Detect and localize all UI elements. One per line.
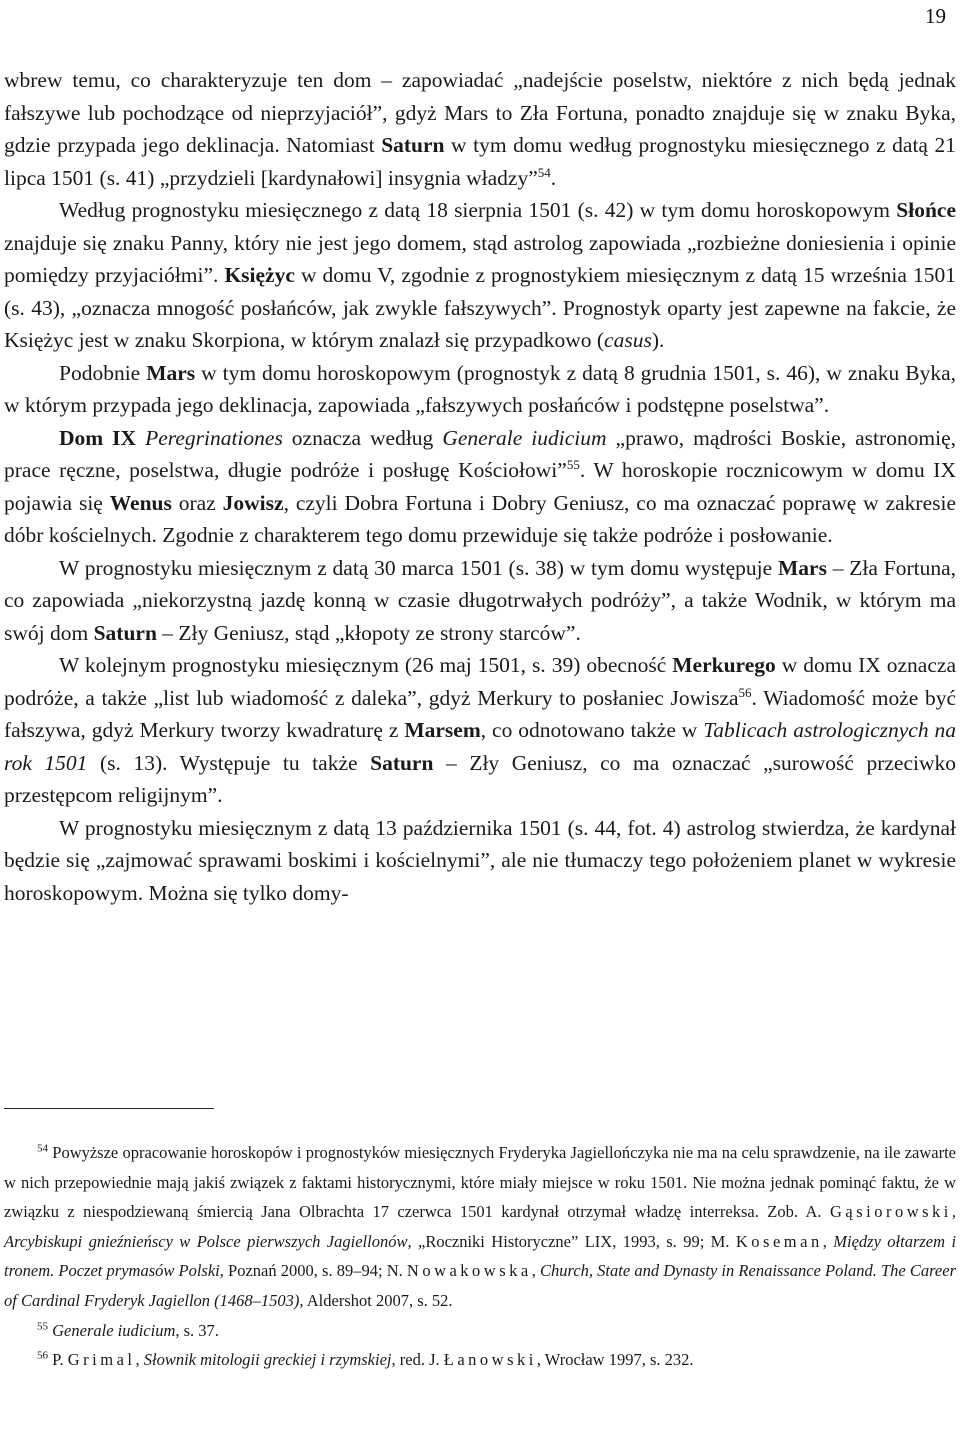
text-run: „prawo, mądrości Boskie, astronomię, prace ręczne, poselstwa, długie podróże i posługę Kościołowi” [4, 425, 956, 482]
text-run: , red. J. [391, 1350, 444, 1370]
book-title: Słownik mitologii greckiej i rzymskiej [143, 1350, 392, 1370]
paragraph [4, 649, 956, 812]
text-run: oznacza według [282, 425, 443, 450]
text-run: . Wiadomość może być fałszywa, gdyż Merkury tworzy kwadraturę z [4, 685, 957, 742]
planet-name: Saturn [381, 133, 445, 157]
text-run: (s. 13). Występuje tu także [87, 750, 371, 775]
text-run: , Poznań 2000, s. 89–94; N. [219, 1261, 407, 1281]
text-run: wbrew temu, co charakteryzuje ten dom – zapowiadać „nadejście poselstw, niektóre z nich będą jednak fałszywe lub pochodzące od nieprzyjaciół”, gdyż Mars to Zła Fortuna, ponadto znajduje się w znaku Byka, gdzie przypada jego deklinacja. Natomiast [4, 68, 956, 157]
author-name: Koseman [735, 1231, 823, 1251]
footnote-number: 56 [37, 1349, 48, 1362]
page-number: 19 [925, 4, 946, 28]
footnote-ref[interactable]: 55 [566, 456, 580, 472]
text-run: , „Roczniki Historyczne” LIX, 1993, s. 99; M. [407, 1231, 736, 1251]
text-run: , [951, 1202, 956, 1222]
planet-name: Słońce [896, 198, 956, 222]
text-run: W prognostyku miesięcznym z datą 13 października 1501 (s. 44, fot. 4) astrolog stwierdza, że kardynał będzie się „zajmować sprawami boskimi i kościelnymi”, ale nie tłumaczy tego położeniem planet w wykresie horoskopowym. Można się tylko domy- [4, 815, 956, 905]
italic-term: Tablicach astrologicznych na rok 1501 [4, 718, 956, 775]
planet-name: Mars [778, 555, 827, 580]
text-run: Według prognostyku miesięcznego z datą 18 sierpnia 1501 (s. 42) w tym domu horoskopowym [59, 198, 897, 222]
footnote-54 [4, 1138, 956, 1316]
main-text [4, 64, 956, 909]
italic-term: Generale iudicium [442, 425, 607, 450]
text-run: , czyli Dobra Fortuna i Dobry Geniusz, co ma oznaczać poprawę w zakresie dóbr kościelnych. Zgodnie z charakterem tego domu przewiduje się także podróże i posłowanie. [4, 490, 956, 547]
text-run: P. [48, 1350, 68, 1370]
paragraph [4, 812, 956, 910]
planet-name: Saturn [370, 750, 434, 775]
house-name: Dom IX [59, 425, 137, 450]
book-title: Arcybiskupi gnieźnieńscy w Polsce pierwszych Jagiellonów [4, 1231, 408, 1251]
text-run: . [550, 165, 557, 190]
paragraph [4, 194, 956, 357]
footnote-56 [4, 1345, 956, 1375]
footnote-ref[interactable]: 56 [738, 684, 752, 700]
text-run: , Aldershot 2007, s. 52. [299, 1290, 453, 1310]
footnotes [4, 1138, 956, 1375]
author-name: Grimal [67, 1350, 136, 1370]
paragraph [4, 552, 956, 650]
author-name: Nowakowska [406, 1261, 532, 1281]
footnote-number: 54 [37, 1142, 48, 1155]
planet-name: Jowisz [222, 490, 284, 515]
planet-name: Marsem [404, 718, 481, 742]
text-run: , [822, 1231, 834, 1251]
text-run: , co odnotowano także w [480, 718, 704, 742]
text-run: W kolejnym prognostyku miesięcznym (26 maj 1501, s. 39) obecność [59, 653, 673, 677]
text-run: znajduje się znaku Panny, który nie jest jego domem, stąd astrolog zapowiada „rozbieżne doniesienia i opinie pomiędzy przyjaciółmi”. [4, 230, 956, 287]
text-run: – Zła Fortuna, co zapowiada „niekorzystną jazdę konną w czasie długotrwałych podróży”, a także Wodnik, w którym ma swój dom [4, 555, 956, 645]
text-run: , [135, 1350, 144, 1370]
footnote-55 [4, 1316, 956, 1346]
text-run: w tym domu według prognostyku miesięcznego z datą 21 lipca 1501 (s. 41) „przydzieli [kardynałowi] insygnia władzy” [4, 133, 957, 190]
book-title: Między ołtarzem i tronem. Poczet prymasów Polski [4, 1231, 957, 1281]
planet-name: Wenus [109, 490, 172, 515]
planet-name: Saturn [93, 620, 157, 645]
author-name: Gąsiorowski [829, 1202, 952, 1222]
footnote-number: 55 [37, 1320, 48, 1333]
planet-name: Merkurego [672, 653, 776, 677]
footnote-separator [4, 1108, 214, 1109]
text-run: , [531, 1261, 541, 1281]
book-title: Church, State and Dynasty in Renaissance Poland. The Career of Cardinal Fryderyk Jagiellon (1468–1503) [4, 1261, 956, 1310]
text-run: ). [651, 328, 665, 352]
text-run: w domu V, zgodnie z prognostykiem miesięcznym z datą 15 września 1501 (s. 43), „oznacza mnogość posłańców, jak zwykle fałszywych”. Prognostyk oparty jest zapewne na fakcie, że Księżyc jest w znaku Skorpiona, w którym znalazł się przypadkowo ( [4, 263, 956, 352]
text-run: w domu IX oznacza podróże, a także „list lub wiadomość z daleka”, gdyż Merkury to posłaniec Jowisza [4, 653, 956, 710]
italic-term: Peregrinationes [145, 425, 283, 450]
text-run: w tym domu horoskopowym (prognostyk z datą 8 grudnia 1501, s. 46), w znaku Byka, w którym przypada jego deklinacja, zapowiada „fałszywych posłańców i podstępne poselstwa”. [4, 360, 956, 417]
text-run: , s. 37. [175, 1320, 219, 1340]
book-title: Generale iudicium [52, 1320, 176, 1340]
text-run: oraz [171, 490, 223, 515]
footnote-ref[interactable]: 54 [537, 164, 551, 180]
author-name: Łanowski [443, 1350, 537, 1370]
text-run: – Zły Geniusz, co ma oznaczać „surowość przeciwko przestępcom religijnym”. [4, 750, 956, 807]
text-run [136, 426, 145, 450]
paragraph [4, 64, 956, 194]
text-run: , Wrocław 1997, s. 232. [536, 1350, 694, 1370]
text-run: – Zły Geniusz, stąd „kłopoty ze strony starców”. [156, 620, 581, 645]
planet-name: Mars [146, 360, 196, 385]
planet-name: Księżyc [224, 263, 295, 287]
paragraph [4, 422, 956, 552]
text-run: . W horoskopie rocznicowym w domu IX pojawia się [4, 458, 956, 515]
text-run: Podobnie [59, 360, 147, 385]
text-run: W prognostyku miesięcznym z datą 30 marca 1501 (s. 38) w tym domu występuje [59, 555, 778, 580]
text-run: Powyższe opracowanie horoskopów i prognostyków miesięcznych Fryderyka Jagiellończyka nie ma na celu sprawdzenie, na ile zawarte w nich przepowiednie mają jakiś związek z faktami historycznymi, które miały miejsce w roku 1501. Nie można jednak pominąć faktu, że w związku z niespodziewaną śmiercią Jana Olbrachta 17 czerwca 1501 kardynał otrzymał władzę interreksa. Zob. A. [4, 1143, 956, 1222]
italic-term: casus [604, 328, 652, 352]
paragraph [4, 357, 956, 422]
